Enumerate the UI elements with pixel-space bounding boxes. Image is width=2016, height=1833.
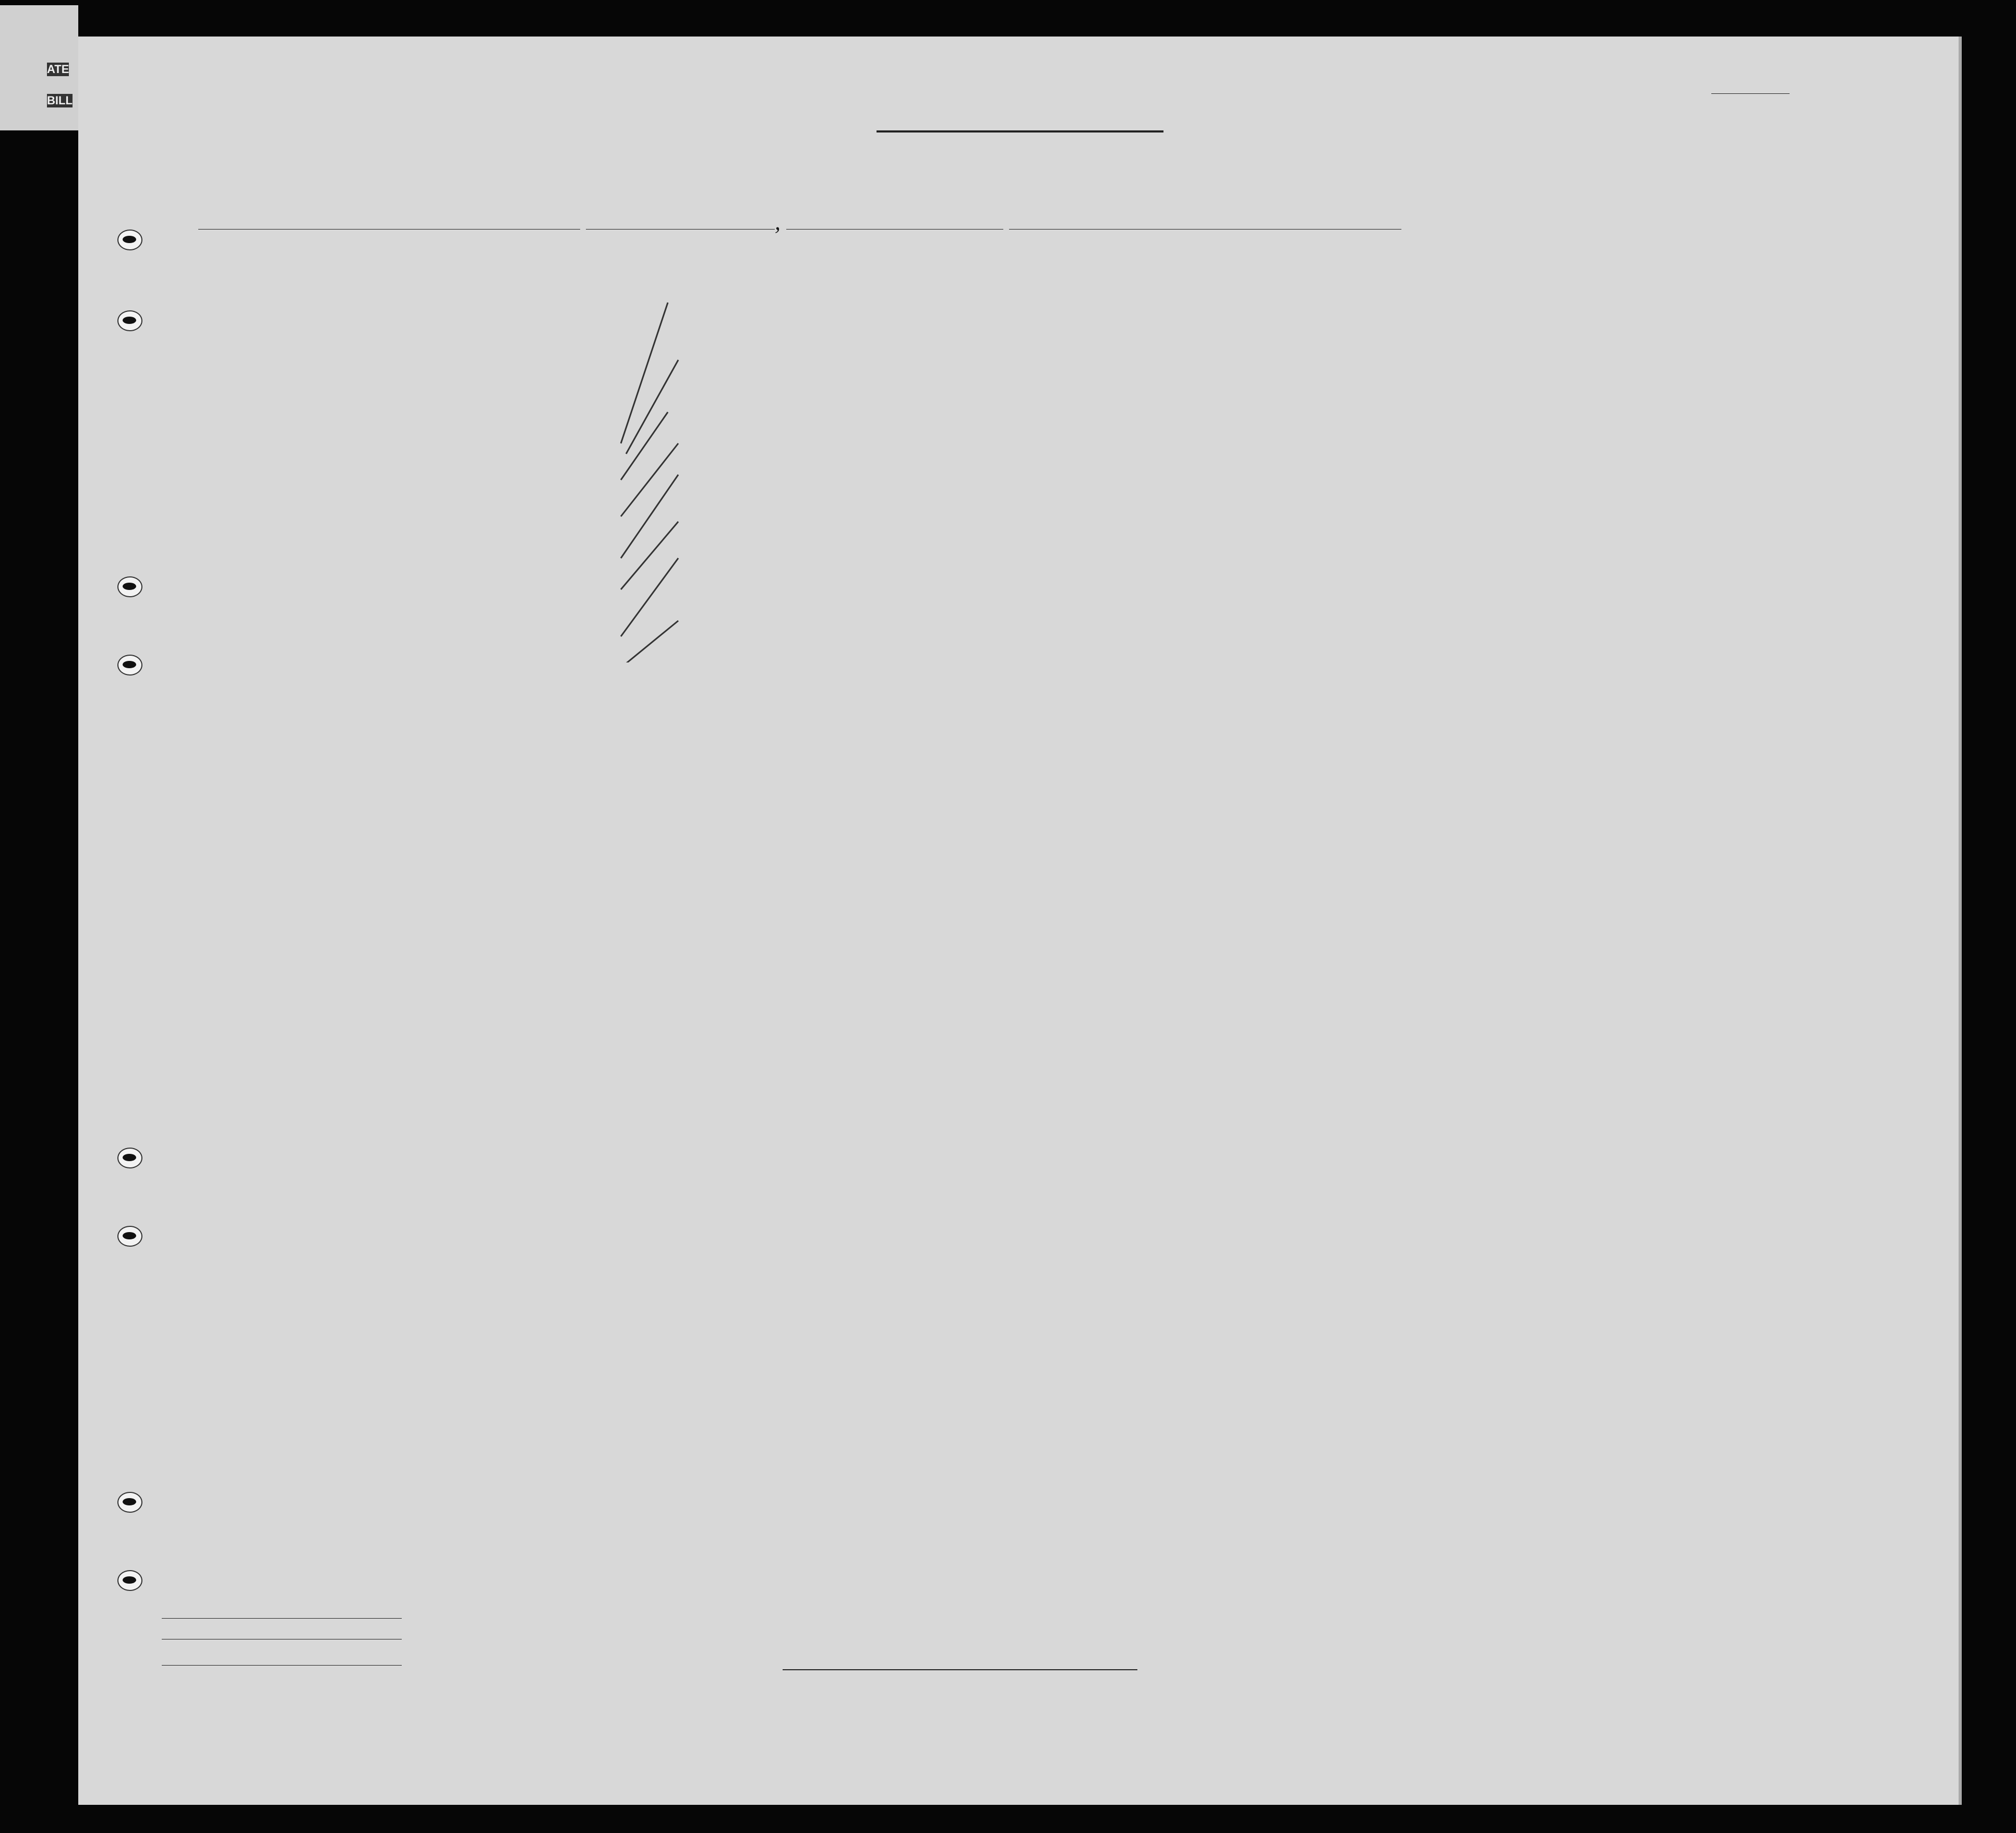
- col2-header: [230, 261, 605, 271]
- line-field: [162, 1607, 402, 1622]
- check-stroke: [621, 443, 678, 516]
- col15-header: [1753, 261, 1865, 271]
- line-value: [162, 1618, 402, 1619]
- col6-header: [923, 261, 1111, 272]
- grid-lines: [78, 37, 1962, 1805]
- binder-hole: [117, 1226, 142, 1247]
- binder-hole: [117, 310, 142, 331]
- check-stroke: [621, 522, 678, 589]
- col13-header: [1649, 261, 1701, 282]
- check-stroke: [626, 360, 678, 454]
- binder-hole: [117, 1492, 142, 1513]
- col7-header: [1111, 261, 1223, 271]
- checkmarks: [600, 297, 704, 662]
- col12-header: [1523, 261, 1649, 282]
- agents-value: [162, 1665, 402, 1666]
- vessel-line: ,: [198, 209, 1401, 235]
- check-stroke: [621, 621, 678, 662]
- adjacent-sheet-tab: ATE BILL: [0, 5, 78, 130]
- owners-field: [162, 1627, 402, 1643]
- binder-hole: [117, 655, 142, 676]
- col11-header: [1403, 261, 1523, 282]
- col10-header: [1346, 261, 1403, 282]
- binder-hole: [117, 230, 142, 250]
- check-stroke: [621, 558, 678, 636]
- agents-field: [162, 1654, 402, 1669]
- binder-hole: [117, 576, 142, 597]
- inspector-signature-line: [783, 1669, 1137, 1670]
- check-stroke: [621, 475, 678, 558]
- manifest-sheet: [78, 37, 1962, 1805]
- col8-header: [1223, 261, 1289, 271]
- binder-hole: [117, 1148, 142, 1168]
- col9-header: [1289, 261, 1346, 282]
- binder-hole: [117, 1570, 142, 1591]
- col14-header: [1701, 261, 1753, 282]
- col5-header: [788, 261, 923, 282]
